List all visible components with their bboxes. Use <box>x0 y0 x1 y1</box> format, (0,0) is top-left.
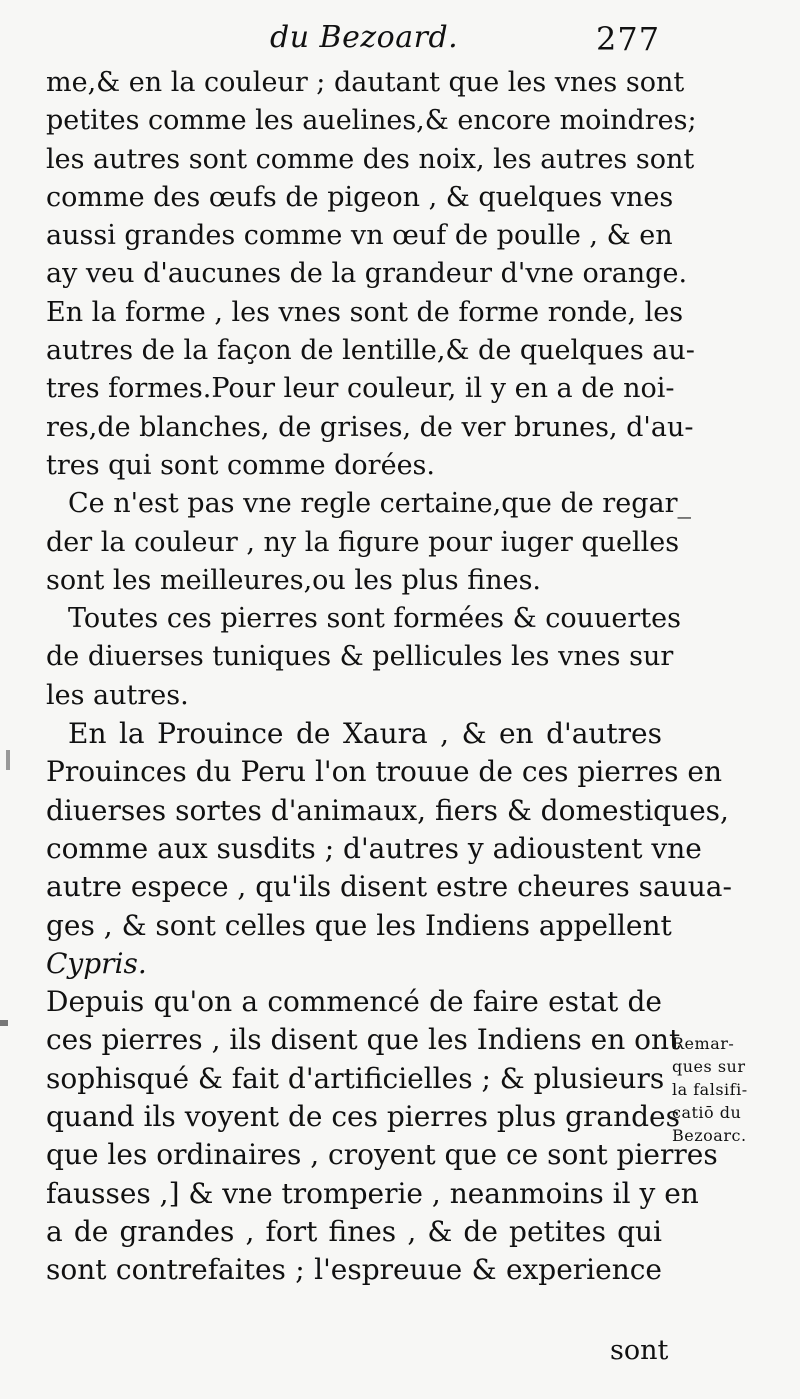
text-line: der la couleur , ny la figure pour iuger quelles <box>46 526 680 558</box>
edge-mark <box>6 750 10 770</box>
text-line: comme des œufs de pigeon , & quelques vnes <box>46 181 674 213</box>
margin-note-line: Bezoarc. <box>672 1126 747 1145</box>
catch-word: sont <box>610 1335 669 1366</box>
text-line: me,& en la couleur ; dautant que les vnes sont <box>46 67 685 98</box>
text-line: autre espece , qu'ils disent estre cheures sauua- <box>46 870 732 904</box>
text-line: comme aux susdits ; d'autres y adioustent vne <box>46 831 702 865</box>
text-line: les autres sont comme des noix, les autres sont <box>46 143 695 175</box>
margin-note-line: Remar- <box>672 1034 735 1053</box>
paragraph-start-line: En la Prouince de Xaura , & en d'autres <box>68 717 662 751</box>
paragraph-start-line: Ce n'est pas vne regle certaine,que de regar_ <box>68 488 691 520</box>
text-line: ges , & sont celles que les Indiens appellent <box>46 908 672 942</box>
edge-mark <box>0 1020 8 1026</box>
text-line: fausses ,] & vne tromperie , neanmoins il y en <box>46 1176 699 1210</box>
text-line: de diuerses tuniques & pellicules les vnes sur <box>46 641 674 673</box>
text-line: Prouinces du Peru l'on trouue de ces pierres en <box>46 755 723 789</box>
paragraph-start-line: Depuis qu'on a commencé de faire estat de <box>46 985 662 1019</box>
text-line: autres de la façon de lentille,& de quelques au- <box>46 335 695 367</box>
text-line: aussi grandes comme vn œuf de poulle , & en <box>46 220 673 252</box>
text-line: les autres. <box>46 679 189 711</box>
text-line: sont contrefaites ; l'espreuue & experience <box>46 1253 662 1287</box>
margin-note-line: la falsifi- <box>672 1080 748 1099</box>
page-number: 277 <box>596 20 661 58</box>
text-line: sont les meilleures,ou les plus fines. <box>46 564 542 596</box>
text-line: sophisqué & fait d'artificielles ; & plusieurs <box>46 1061 665 1095</box>
text-line: ces pierres , ils disent que les Indiens en ont <box>46 1023 681 1057</box>
text-line: tres qui sont comme dorées. <box>46 449 435 481</box>
running-head: du Bezoard. <box>270 20 459 55</box>
margin-note <box>672 1032 792 1147</box>
text-line: que les ordinaires , croyent que ce sont pierres <box>46 1138 718 1172</box>
text-line: tres formes.Pour leur couleur, il y en a de noi- <box>46 373 675 405</box>
text-line: En la forme , les vnes sont de forme ronde, les <box>46 296 684 328</box>
margin-note-line: catiō du <box>672 1103 742 1122</box>
text-line: a de grandes , fort fines , & de petites qui <box>46 1214 662 1248</box>
paragraph-start-line: Toutes ces pierres sont formées & couuertes <box>68 603 681 635</box>
text-line: petites comme les auelines,& encore moindres; <box>46 105 697 137</box>
italic-word: Cypris. <box>46 946 147 980</box>
margin-note-line: ques sur <box>672 1057 746 1076</box>
text-line: res,de blanches, de grises, de ver brunes, d'au- <box>46 411 694 443</box>
text-line: ay veu d'aucunes de la grandeur d'vne orange. <box>46 258 688 290</box>
text-line: diuerses sortes d'animaux, fiers & domestiques, <box>46 793 729 827</box>
text-line-italic <box>46 945 662 983</box>
text-line: quand ils voyent de ces pierres plus grandes <box>46 1100 680 1134</box>
